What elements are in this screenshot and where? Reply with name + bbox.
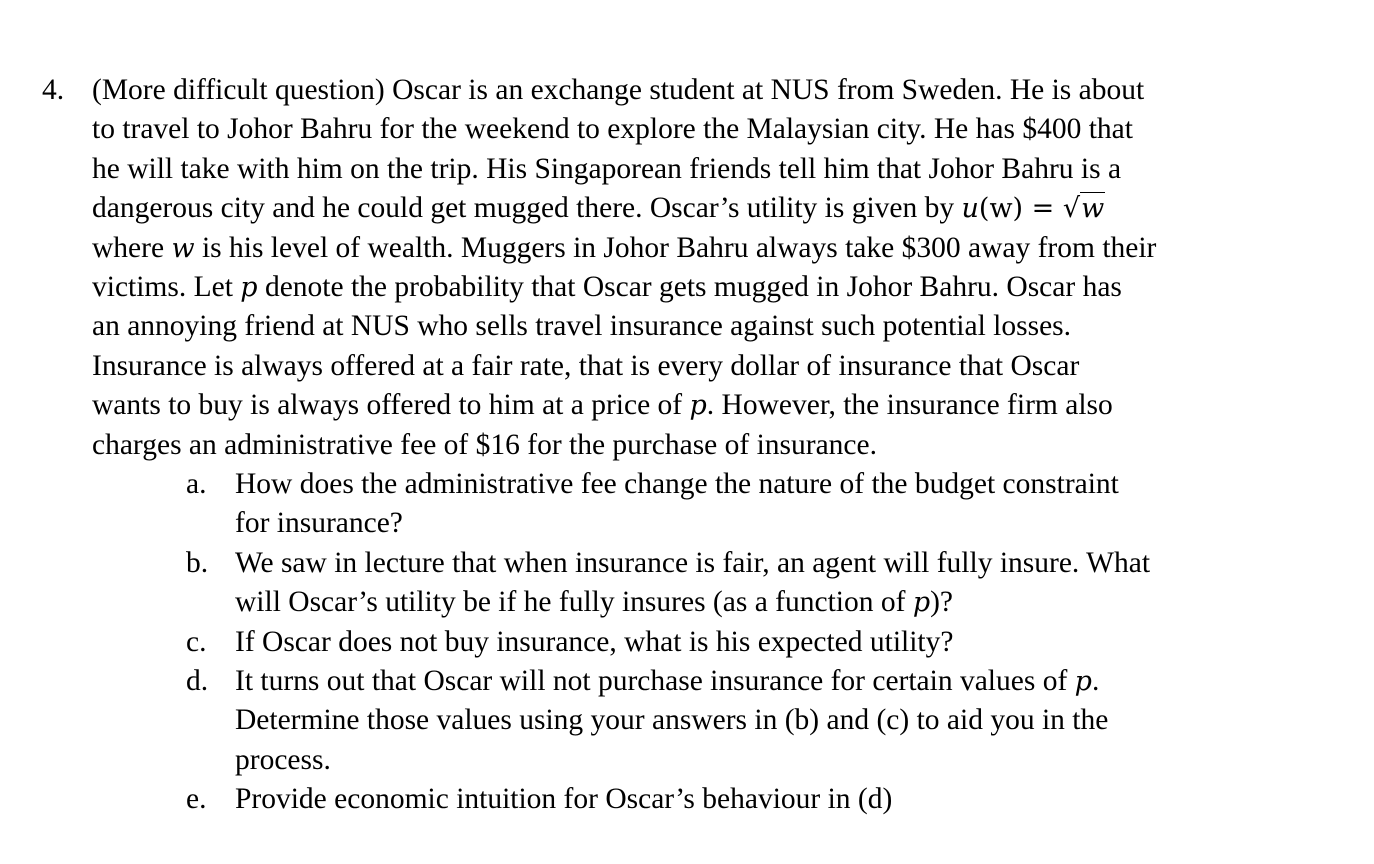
sub-question-letter: e. xyxy=(186,783,207,816)
radical-sign: √ xyxy=(1062,193,1081,225)
sub-question-text xyxy=(235,780,1356,819)
sub-question-letter: b. xyxy=(186,546,209,579)
sub-question-e xyxy=(186,780,1356,819)
sub-question-letter: a. xyxy=(186,468,207,500)
radicand: w xyxy=(1081,193,1105,225)
question-text: wants to buy is always offered to him at a price of xyxy=(92,389,690,422)
question-line: he will take with him on the trip. His Singaporean friends tell him that Johor Bahru is a xyxy=(92,152,1122,185)
sub-question-line xyxy=(235,662,1356,701)
math-variable: p xyxy=(912,587,931,619)
sub-question-a xyxy=(186,465,1356,544)
utility-function-argument: (w) = xyxy=(978,193,1063,225)
question-line xyxy=(92,229,1352,268)
sub-question-letter: c. xyxy=(186,625,207,658)
question-text: where xyxy=(92,231,172,264)
question-text: is his level of wealth. Muggers in Johor Bahru always take $300 away from their xyxy=(194,231,1157,264)
question-line xyxy=(92,386,1352,425)
sub-question-line xyxy=(235,583,1356,622)
question-line xyxy=(92,268,1352,307)
question-text: victims. Let xyxy=(92,270,241,303)
sub-question-b xyxy=(186,544,1356,623)
sub-question-line: Determine those values using your answers in (b) and (c) to aid you in the xyxy=(235,704,1109,737)
sub-question-c xyxy=(186,623,1356,662)
sub-question-text xyxy=(235,623,1356,662)
math-variable: p xyxy=(689,390,707,422)
sub-question-line: If Oscar does not buy insurance, what is his expected utility? xyxy=(235,625,954,658)
question-text: denote the probability that Oscar gets mugged in Johor Bahru. Oscar has xyxy=(257,270,1122,303)
sub-question-text xyxy=(235,662,1356,780)
square-root-expression xyxy=(1063,189,1105,228)
math-variable: w xyxy=(171,232,195,264)
sub-question-text xyxy=(235,544,1356,623)
sub-question-list xyxy=(186,465,1356,820)
question-number: 4. xyxy=(42,74,65,106)
question-line: (More difficult question) Oscar is an exchange student at NUS from Sweden. He is about xyxy=(92,74,1145,106)
question-line: charges an administrative fee of $16 for the purchase of insurance. xyxy=(92,428,877,461)
question-line: an annoying friend at NUS who sells travel insurance against such potential losses. xyxy=(92,310,1072,343)
math-variable: p xyxy=(240,271,258,303)
sub-question-line: for insurance? xyxy=(235,507,403,540)
sub-question-letter: d. xyxy=(186,664,209,697)
sub-question-line: Provide economic intuition for Oscar’s behaviour in (d) xyxy=(235,783,893,816)
math-variable: p xyxy=(1074,665,1092,697)
sub-question-d xyxy=(186,662,1356,780)
utility-function-symbol: u xyxy=(961,193,979,225)
sub-question-text-fragment: )? xyxy=(930,586,954,619)
question-body xyxy=(92,71,1352,465)
question-line: Insurance is always offered at a fair rate, that is every dollar of insurance that Oscar xyxy=(92,349,1080,382)
question-line xyxy=(92,189,1352,228)
sub-question-text-fragment: will Oscar’s utility be if he fully insures (as a function of xyxy=(235,586,913,619)
question-text: . However, the insurance firm also xyxy=(706,389,1113,422)
sub-question-text-fragment: . xyxy=(1091,664,1100,697)
question-text: dangerous city and he could get mugged there. Oscar’s utility is given by xyxy=(92,192,962,225)
sub-question-line: process. xyxy=(235,743,331,776)
sub-question-line: We saw in lecture that when insurance is fair, an agent will fully insure. What xyxy=(235,546,1151,579)
sub-question-line: How does the administrative fee change the nature of the budget constraint xyxy=(235,468,1119,500)
sub-question-text-fragment: It turns out that Oscar will not purchase insurance for certain values of xyxy=(235,664,1075,697)
question-line: to travel to Johor Bahru for the weekend to explore the Malaysian city. He has $400 that xyxy=(92,113,1133,146)
sub-question-text xyxy=(235,465,1356,544)
